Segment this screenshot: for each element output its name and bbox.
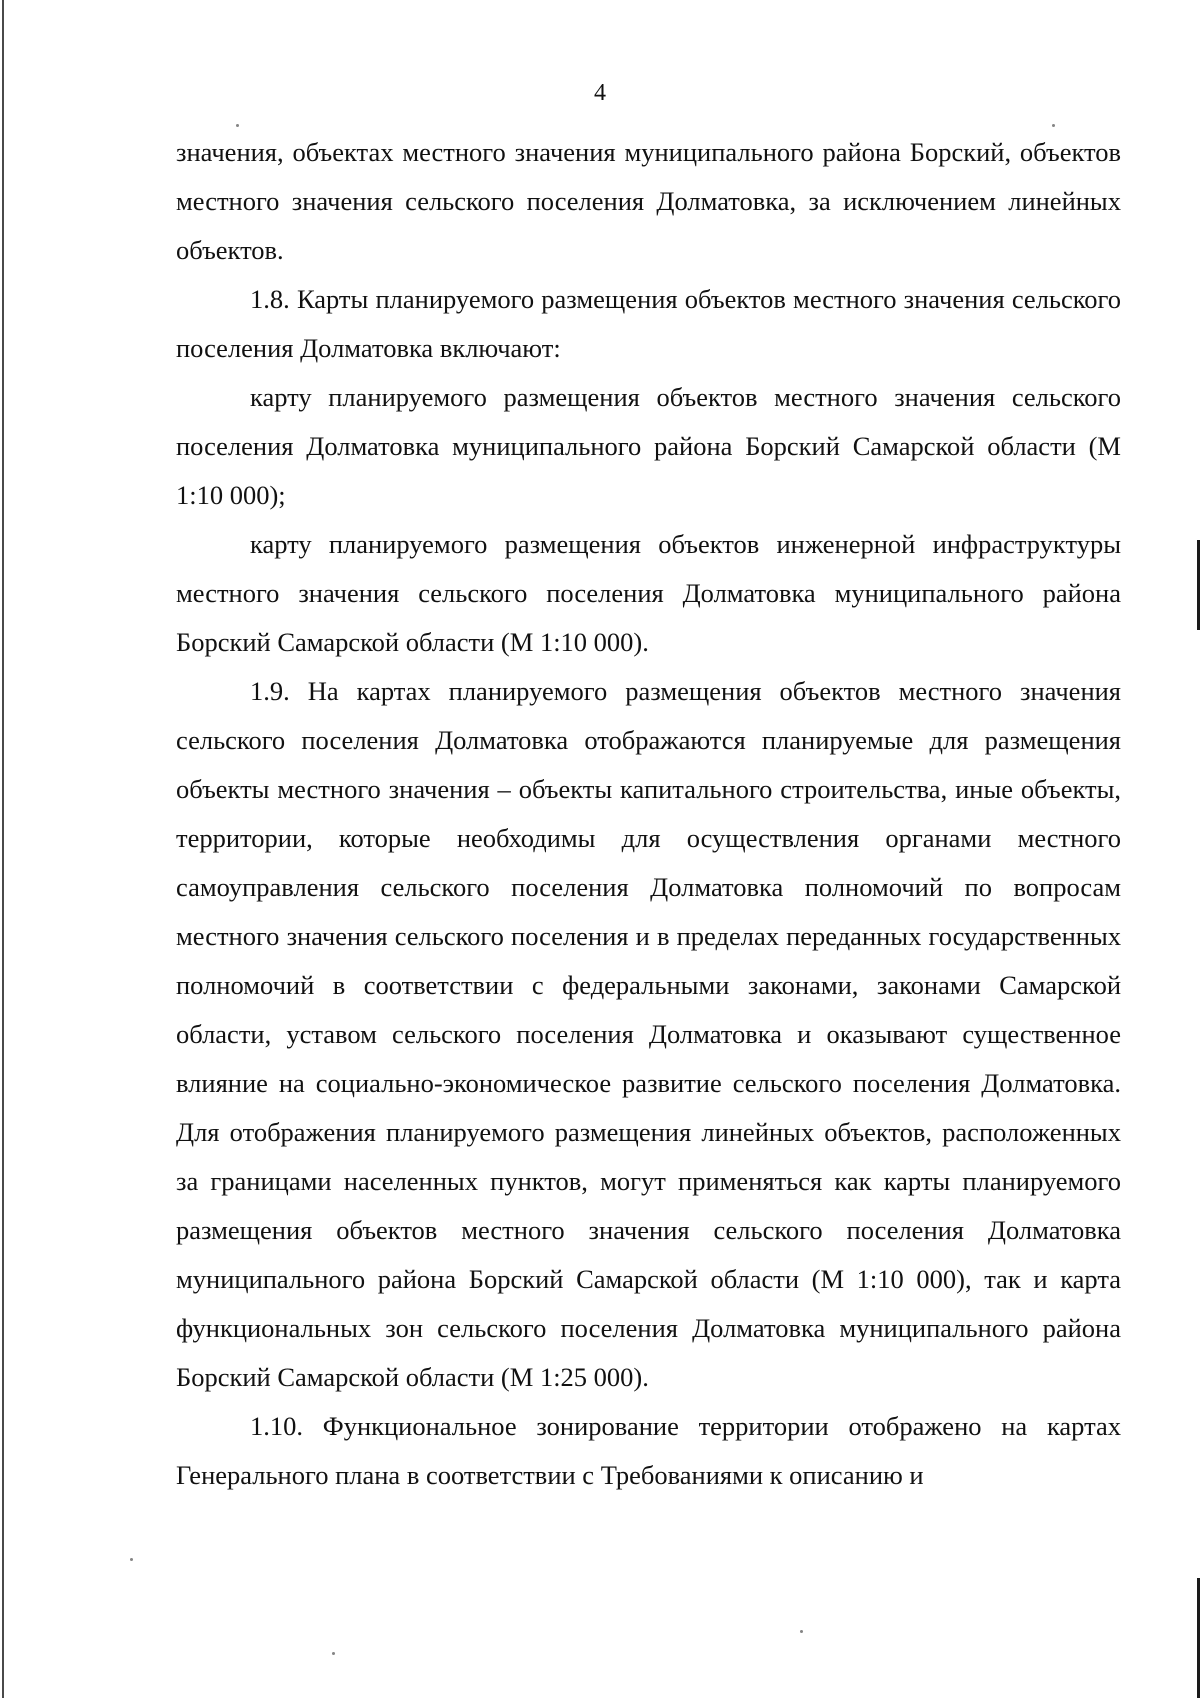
paragraph-map-list-item: карту планируемого размещения объектов местного значения сельского поселения Долматовка муниципального района Борский Самарской области (М 1:10 000); <box>176 382 1121 510</box>
scan-speck <box>1052 124 1055 127</box>
page-number: 4 <box>594 80 606 106</box>
scan-speck <box>236 124 239 127</box>
scan-speck <box>332 1652 335 1655</box>
paragraph-continuation: значения, объектах местного значения муниципального района Борский, объектов местного значения сельского поселения Долматовка, за исключением линейных объектов. <box>176 137 1121 265</box>
scan-speck <box>800 1630 803 1633</box>
paragraph-1-9: 1.9. На картах планируемого размещения объектов местного значения сельского поселения Долматовка отображаются планируемые для размещения объекты местного значения – объекты капитального строительства, иные объекты, территории, которые необходимы для осуществления органами местного самоуправления сельского поселения Долматовка полномочий по вопросам местного значения сельского поселения и в пределах переданных государственных полномочий в соответствии с федеральными законами, законами Самарской области, уставом сельского поселения Долматовка и оказывают существенное влияние на социально-экономическое развитие сельского поселения Долматовка. Для отображения планируемого размещения линейных объектов, расположенных за границами населенных пунктов, могут применяться как карты планируемого размещения объектов местного значения сельского поселения Долматовка муниципального района Борский Самарской области (М 1:10 000), так и карта функциональных зон сельского поселения Долматовка муниципального района Борский Самарской области (М 1:25 000). <box>176 676 1121 1392</box>
paragraph-1-8: 1.8. Карты планируемого размещения объектов местного значения сельского поселения Долматовка включают: <box>176 284 1121 363</box>
scan-edge-left <box>2 0 4 1698</box>
paragraph-map-list-item: карту планируемого размещения объектов инженерной инфраструктуры местного значения сельского поселения Долматовка муниципального района Борский Самарской области (М 1:10 000). <box>176 529 1121 657</box>
body-text <box>176 128 1121 1500</box>
scan-speck <box>130 1558 133 1561</box>
paragraph-1-10: 1.10. Функциональное зонирование территории отображено на картах Генерального плана в соответствии с Требованиями к описанию и <box>176 1411 1121 1490</box>
